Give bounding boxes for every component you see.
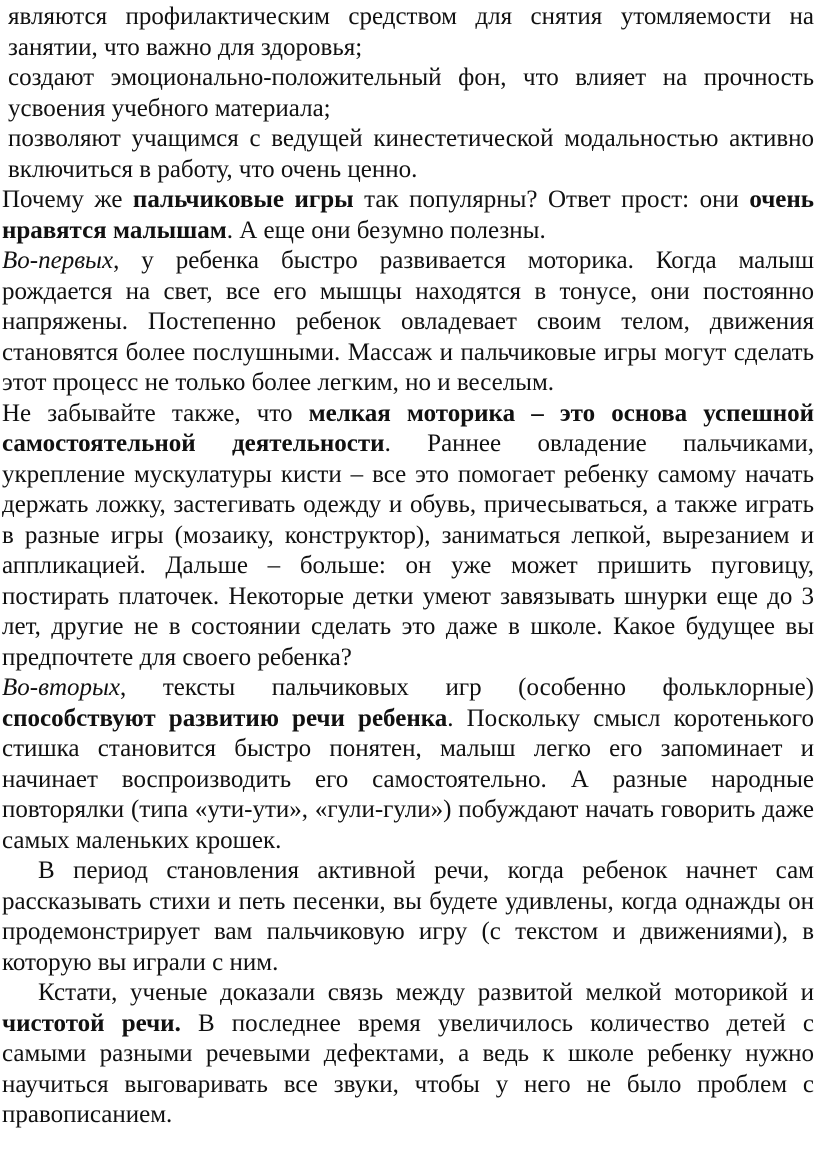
paragraph-scientists: Кстати, ученые доказали связь между развитой мелкой моторикой и чистотой речи. В последнее время увеличилось количество детей с самыми разными речевыми дефектами, а ведь к школе ребенку нужно научиться выговаривать все звуки, чтобы у него не было проблем с правописанием. [2,979,814,1128]
bullet-item-3 [2,124,814,185]
bold-finger-games: пальчиковые игры [132,186,354,213]
bullet-item-2 [2,63,814,124]
italic-first: Во-первых [2,247,114,274]
paragraph-motor-skills: Не забывайте также, что мелкая моторика – это основа успешной самостоятельной деятельности. Раннее овладение пальчиками, укрепление мускулатуры кисти – все это помогает ребенку самому начать держать ложку, застегивать одежду и обувь, причесываться, а также играть в разные игры (мозаику, конструктор), заниматься лепкой, вырезанием и аппликацией. Дальше – больше: он уже может пришить пуговицу, постирать платочек. Некоторые детки умеют завязывать шнурки еще до 3 лет, другие не в состоянии сделать это даже в школе. Какое будущее вы предпочтете для своего ребенка? [2,399,815,671]
bullet-text: позволяют учащимся с ведущей кинестетической модальностью активно включиться в работу, что очень ценно. [8,125,814,183]
bold-speech-purity: чистотой речи. [2,1009,181,1037]
paragraph-why-popular: Почему же пальчиковые игры так популярны? Ответ прост: они очень нравятся малышам. А еще они безумно полезны. [2,186,815,244]
paragraph-active-speech: В период становления активной речи, когда ребенок начнет сам рассказывать стихи и петь песенки, вы будете удивлены, когда однажды он продемонстрирует вам пальчиковую игру (с текстом и движениями), в которую вы играли с ним. [2,857,814,976]
paragraph-first: Во-первых, у ребенка быстро развивается моторика. Когда малыш рождается на свет, все его мышцы находятся в тонусе, они постоянно напряжены. Постепенно ребенок овладевает своим телом, движения становятся более послушными. Массаж и пальчиковые игры могут сделать этот процесс не только более легким, но и веселым. [2,247,814,396]
paragraph-second: Во-вторых, тексты пальчиковых игр (особенно фольклорные) способствуют развитию речи ребенка. Поскольку смысл коротенького стишка становится быстро понятен, малыш легко его запоминает и начинает воспроизводить его самостоятельно. А разные народные повторялки (типа «ути-ути», «гули-гули») побуждают начать говорить даже самых маленьких крошек. [2,674,814,854]
bold-motor-skills: мелкая моторика – это основа успешной самостоятельной деятельности [2,399,815,457]
bold-kids-love: очень нравятся малышам [2,186,815,244]
bullet-item-1 [2,2,814,63]
italic-second: Во-вторых [2,674,121,701]
bold-speech-development: способствуют развитию речи ребенка [2,704,448,732]
bullet-text: являются профилактическим средством для снятия утомляемости на занятии, что важно для здоровья; [8,3,814,61]
bullet-text: создают эмоционально-положительный фон, что влияет на прочность усвоения учебного материала; [8,64,814,122]
